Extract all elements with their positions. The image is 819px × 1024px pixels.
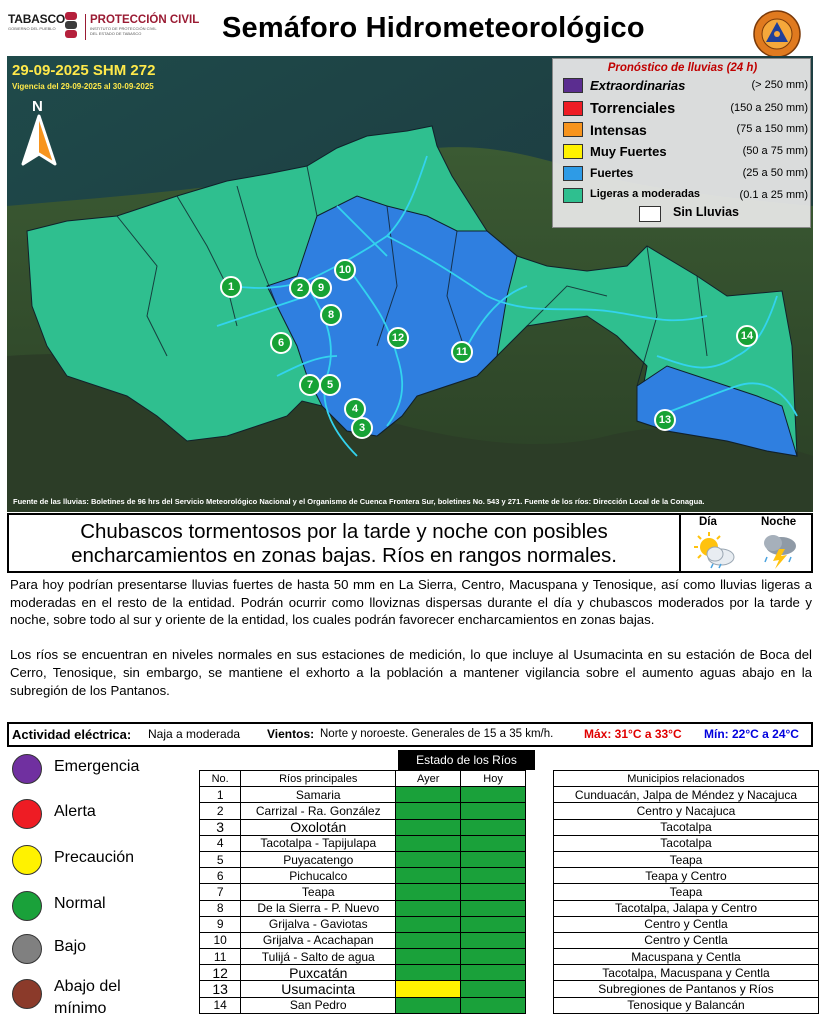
status-legend-item [12,977,192,1017]
col-no: No. [200,771,241,787]
river-name: Tulijá - Salto de agua [241,949,396,965]
status-dot [12,754,42,784]
legend-title: Pronóstico de lluvias (24 h) [607,62,758,74]
status-yesterday [396,851,461,867]
river-number: 14 [200,997,241,1013]
river-municipalities: Tacotalpa, Jalapa y Centro [553,900,818,916]
column-gap [525,981,553,997]
legend-label: Muy Fuertes [590,144,667,159]
headline-line-2: encharcamientos en zonas bajas. Ríos en rangos normales. [71,544,617,567]
status-today [461,981,526,997]
legend-swatch [563,122,583,137]
proteccion-civil-sub-2: DEL ESTADO DE TABASCO [90,31,142,36]
river-station-marker[interactable]: 6 [270,332,292,354]
proteccion-civil-sub-1: INSTITUTO DE PROTECCIÓN CIVIL [90,26,157,31]
logo-divider [85,14,86,40]
legend-label: Fuertes [590,166,634,180]
river-station-marker[interactable]: 2 [289,277,311,299]
header [0,0,819,56]
river-municipalities: Macuspana y Centla [553,949,818,965]
status-legend-item [12,932,192,966]
legend-item [563,142,808,162]
status-today [461,949,526,965]
river-name: Teapa [241,884,396,900]
river-name: Samaria [241,787,396,803]
min-temperature: Mín: 22°C a 24°C [704,727,799,741]
status-label: Normal [54,895,106,912]
status-today [461,868,526,884]
legend-item [563,76,808,96]
river-row [200,787,819,803]
river-name: Oxolotán [241,819,396,835]
status-label: Precaución [54,849,135,866]
status-today [461,787,526,803]
river-row [200,900,819,916]
legend-item [563,186,808,206]
status-yesterday [396,868,461,884]
river-row [200,851,819,867]
river-station-marker[interactable]: 10 [334,259,356,281]
legend-label: Intensas [590,122,647,138]
river-row [200,965,819,981]
north-arrow [19,98,59,168]
river-station-marker[interactable]: 14 [736,325,758,347]
north-label: N [32,98,43,115]
legend-item [563,120,808,140]
legend-swatch [563,166,583,181]
page-title: Semáforo Hidrometeorológico [222,12,645,44]
status-today [461,819,526,835]
legend-swatch [639,206,661,222]
electric-activity-value: Naja a moderada [148,727,241,741]
night-label: Noche [761,516,797,528]
rainfall-map [7,56,813,512]
legend-item [563,164,808,184]
river-station-marker[interactable]: 11 [451,341,473,363]
tabasco-logo-word: TABASCO [8,12,66,26]
forecast-summary [7,513,813,573]
status-label-line-2: mínimo [54,1000,107,1017]
river-number: 6 [200,868,241,884]
river-name: Tacotalpa - Tapijulapa [241,835,396,851]
status-label: Bajo [54,938,87,955]
river-municipalities: Teapa [553,851,818,867]
river-municipalities: Centro y Nacajuca [553,803,818,819]
thunderstorm-icon [757,531,801,569]
river-number: 7 [200,884,241,900]
status-label: Emergencia [54,758,140,775]
river-station-marker[interactable]: 13 [654,409,676,431]
river-station-marker[interactable]: 1 [220,276,242,298]
status-yesterday [396,916,461,932]
river-municipalities: Subregiones de Pantanos y Ríos [553,981,818,997]
wind-label: Vientos: [267,727,315,741]
river-name: San Pedro [241,997,396,1013]
status-legend-item [12,889,192,923]
legend-label: Ligeras a moderadas [590,188,701,200]
status-legend-item [12,752,192,786]
river-number: 1 [200,787,241,803]
legend-swatch [563,188,583,203]
column-gap [525,835,553,851]
river-number: 13 [200,981,241,997]
river-row [200,932,819,948]
river-station-marker[interactable]: 4 [344,398,366,420]
column-gap [525,932,553,948]
column-gap [525,868,553,884]
column-gap [525,851,553,867]
river-row [200,868,819,884]
column-gap [525,787,553,803]
column-gap [525,916,553,932]
forecast-description [10,576,812,721]
status-dot [12,845,42,875]
legend-label: Extraordinarias [590,78,686,93]
river-number: 8 [200,900,241,916]
north-arrow-icon [19,114,59,169]
river-station-marker[interactable]: 3 [351,417,373,439]
column-gap [525,884,553,900]
rivers-table-caption: Estado de los Ríos [398,750,535,770]
status-today [461,965,526,981]
river-municipalities: Tenosique y Balancán [553,997,818,1013]
river-row [200,803,819,819]
river-municipalities: Tacotalpa, Macuspana y Centla [553,965,818,981]
civil-protection-seal-icon [753,10,801,58]
forecast-headline [9,520,679,568]
legend-range: (> 250 mm) [751,79,808,91]
status-dot [12,934,42,964]
status-yesterday [396,981,461,997]
river-station-marker[interactable]: 5 [319,374,341,396]
river-row [200,819,819,835]
status-label: Abajo del [54,978,121,995]
river-municipalities: Teapa [553,884,818,900]
river-name: Usumacinta [241,981,396,997]
wind-value: Norte y noroeste. Generales de 15 a 35 km/h. [320,728,554,740]
col-yesterday: Ayer [396,771,461,787]
column-gap [525,900,553,916]
description-paragraph-1: Para hoy podrían presentarse lluvias fuertes de hasta 50 mm en La Sierra, Centro, Macuspana y Tenosique, así como lluvias ligeras a moderadas en el resto de la entidad. Podrán ocurrir como lloviznas dispersas durante el día y chubascos moderados por la tarde y noche, sobre todo al sur y oriente de la entidad, los cuales podrán favorecer encharcamientos en zonas bajas. [10,577,812,628]
status-yesterday [396,835,461,851]
river-number: 11 [200,949,241,965]
electric-activity-label: Actividad eléctrica: [12,727,132,742]
status-yesterday [396,965,461,981]
map-validity: Vigencia del 29-09-2025 al 30-09-2025 [12,82,154,91]
river-number: 10 [200,932,241,948]
river-municipalities: Cunduacán, Jalpa de Méndez y Nacajuca [553,787,818,803]
river-name: Grijalva - Gaviotas [241,916,396,932]
status-label: Alerta [54,803,96,820]
river-number: 9 [200,916,241,932]
description-paragraph-2: Los ríos se encuentran en niveles normales en sus estaciones de medición, lo que incluye al Usumacinta en su estación de Boca del Cerro, Tenosique, sin embargo, se mantiene el exhorto a la población a mantener vigilancia sobre el aumento aguas abajo en la subregión de los Pantanos. [10,647,812,698]
legend-range: (50 a 75 mm) [742,145,808,157]
status-dot [12,799,42,829]
rain-legend [552,58,811,228]
status-yesterday [396,949,461,965]
legend-label: Torrenciales [590,101,676,117]
col-gap [525,771,553,787]
max-temperature: Máx: 31°C a 33°C [584,727,682,741]
column-gap [525,819,553,835]
status-yesterday [396,819,461,835]
weather-icons [679,515,813,571]
column-gap [525,997,553,1013]
river-row [200,997,819,1013]
river-municipalities: Tacotalpa [553,819,818,835]
river-number: 5 [200,851,241,867]
proteccion-civil-logo [90,14,199,36]
status-today [461,997,526,1013]
river-name: Grijalva - Acachapan [241,932,396,948]
legend-swatch [563,144,583,159]
col-today: Hoy [461,771,526,787]
rivers-table [199,770,819,1014]
status-today [461,916,526,932]
legend-range: (25 a 50 mm) [742,167,808,179]
river-name: Puxcatán [241,965,396,981]
river-number: 4 [200,835,241,851]
river-row [200,916,819,932]
status-yesterday [396,787,461,803]
legend-label: Sin Lluvias [673,205,739,219]
rivers-header-row [200,771,819,787]
river-number: 3 [200,819,241,835]
river-row [200,835,819,851]
status-dot [12,979,42,1009]
river-municipalities: Centro y Centla [553,916,818,932]
status-yesterday [396,932,461,948]
river-name: Carrizal - Ra. González [241,803,396,819]
river-municipalities: Tacotalpa [553,835,818,851]
status-legend-item [12,797,192,831]
legend-swatch [563,101,583,116]
legend-item [563,99,808,119]
status-today [461,835,526,851]
column-gap [525,965,553,981]
headline-line-1: Chubascos tormentosos por la tarde y noche con posibles [80,520,608,543]
column-gap [525,803,553,819]
status-today [461,884,526,900]
status-yesterday [396,997,461,1013]
legend-range: (150 a 250 mm) [730,102,808,114]
column-gap [525,949,553,965]
status-dot [12,891,42,921]
river-name: De la Sierra - P. Nuevo [241,900,396,916]
river-name: Pichucalco [241,868,396,884]
legend-range: (75 a 150 mm) [736,123,808,135]
legend-swatch [563,78,583,93]
river-municipalities: Centro y Centla [553,932,818,948]
river-station-marker[interactable]: 7 [299,374,321,396]
river-station-marker[interactable]: 9 [310,277,332,299]
river-station-marker[interactable]: 12 [387,327,409,349]
river-row [200,884,819,900]
proteccion-civil-logo-word: PROTECCIÓN CIVIL [90,14,200,26]
col-river: Ríos principales [241,771,396,787]
status-yesterday [396,803,461,819]
conditions-bar [7,722,813,747]
status-today [461,932,526,948]
status-yesterday [396,884,461,900]
status-yesterday [396,900,461,916]
map-source: Fuente de las lluvias: Boletines de 96 hrs del Servicio Meteorológico Nacional y el Organismo de Cuenca Frontera Sur, boletines No. 543 y 271. Fuente de los ríos: Dirección Local de la Conagua. [13,497,705,506]
tabasco-logo-subtitle: GOBIERNO DEL PUEBLO [8,26,56,31]
river-number: 2 [200,803,241,819]
legend-range: (0.1 a 25 mm) [739,189,808,201]
river-row [200,949,819,965]
status-today [461,900,526,916]
river-row [200,981,819,997]
tabasco-emblem-icon [64,10,78,40]
sun-cloud-icon [693,531,737,569]
river-number: 12 [200,965,241,981]
river-municipalities: Teapa y Centro [553,868,818,884]
status-today [461,803,526,819]
col-municipalities: Municipios relacionados [553,771,818,787]
river-name: Puyacatengo [241,851,396,867]
status-legend-item [12,843,192,877]
day-label: Día [699,516,717,528]
river-station-marker[interactable]: 8 [320,304,342,326]
status-today [461,851,526,867]
map-date: 29-09-2025 SHM 272 [12,62,156,79]
